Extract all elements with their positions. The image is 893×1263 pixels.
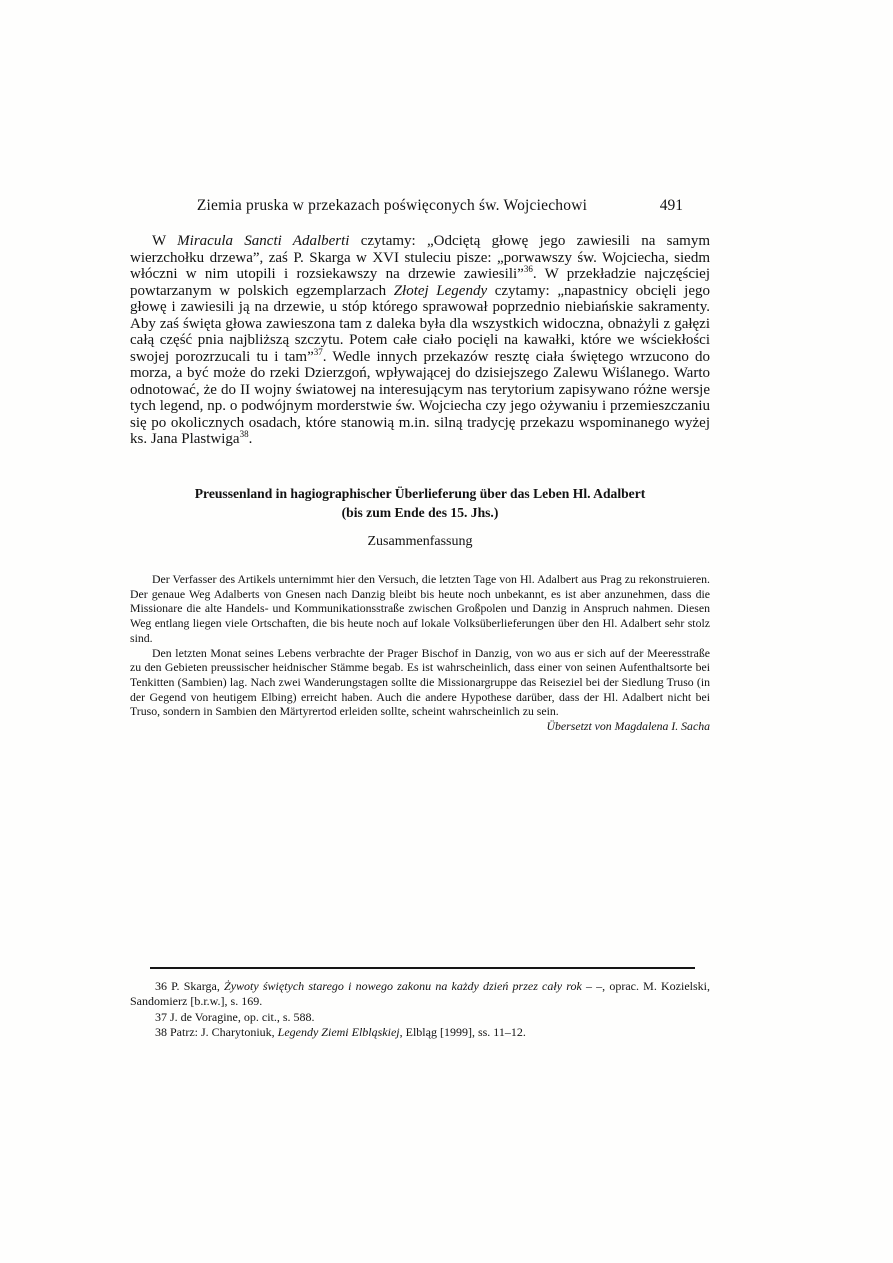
summary-body — [130, 572, 710, 734]
page-number: 491 — [659, 197, 683, 214]
footnote-37: 37 J. de Voragine, op. cit., s. 588. — [155, 1009, 315, 1024]
summary-heading — [130, 485, 710, 522]
translator-credit: Übersetzt von Magdalena I. Sacha — [546, 719, 710, 734]
summary-subheading: Zusammenfassung — [367, 534, 473, 549]
main-text-paragraph: W Miracula Sancti Adalberti czytamy: „Odciętą głowę jego zawiesili na samym wierzchołku drzewa”, zaś P. Skarga w XVI stuleciu pisze: „porwawszy św. Wojciecha, siedm włóczni w nim utopili i rozsiekawszy na drzewie zawiesili”$^{36}$. W przekładzie najczęściej powtarzanym w polskich egzemplarzach Złotej Legendy czytamy: „napastnicy obcięli jego głowę i zawiesili ją na drzewie, u stóp którego sprawował poprzednio niebiańskie sakramenty. Aby zaś święta głowa zawieszona tam z daleka była dla wszystkich widoczna, obnażyli z gałęzi całą część pnia najbliższą szczytu. Potem całe ciało pocięli na kawałki, które we wściekłości swojej porozrzucali tu i tam”$^{37}$. Wedle innych przekazów resztę ciała świętego wrzucono do morza, a być może do rzeki Dzierzgoń, wpływającej do dzisiejszego Zalewu Wiślanego. Warto odnotować, że do II wojny światowej na interesującym nas terytorium zapisywano różne wersje tych legend, np. o podwójnym morderstwie św. Wojciecha czy jego ożywaniu i przemieszczaniu się po okolicznych osadach, które stanowią m.in. silną tradycję przekazu wspominanego wyżej ks. Jana Plastwiga$^{38}$. — [130, 233, 710, 447]
summary-heading-line2: (bis zum Ende des 15. Jhs.) — [341, 504, 499, 520]
running-title: Ziemia pruska w przekazach poświęconych św. Wojciechowi — [196, 197, 588, 214]
summary-paragraph-1: Der Verfasser des Artikels unternimmt hier den Versuch, die letzten Tage von Hl. Adalbert aus Prag zu rekonstruieren. Der genaue Weg Adalberts von Gnesen nach Danzig bleibt bis heute noch unbekannt, es ist aber anzunehmen, dass die Missionare die alte Handels- und Kommunikationsstraße zwischen Großpolen und Danzig in Anspruch nahmen. Diesen Weg entlang liegen viele Ortschaften, die bis heute noch auf lokale Volksüberlieferungen über den Hl. Adalbert sehr stolz sind. — [130, 572, 710, 645]
footnote-separator-rule — [150, 967, 695, 969]
running-header — [130, 197, 710, 215]
summary-paragraph-2: Den letzten Monat seines Lebens verbrachte der Prager Bischof in Danzig, von wo aus er sich auf der Meeresstraße zu den Gebieten preussischer heidnischer Stämme begab. Es ist wahrscheinlich, dass einer von seinen Aufenthaltsorte bei Tenkitten (Sambien) lag. Nach zwei Wanderungstagen sollte die Missionargruppe das Reiseziel bei der Siedlung Truso (in der Gegend von heutigem Elbing) erreicht haben. Auch die andere Hypothese darüber, dass der Hl. Adalbert nicht bei Truso, sondern in Sambien den Märtyrertod erleiden sollte, scheint wahrscheinlich zu sein. — [130, 645, 710, 719]
footnote-38: 38 Patrz: J. Charytoniuk, Legendy Ziemi Elbląskiej, Elbląg [1999], ss. 11–12. — [155, 1025, 526, 1040]
summary-heading-line1: Preussenland in hagiographischer Überlieferung über das Leben Hl. Adalbert — [194, 486, 646, 501]
footnotes-block — [130, 979, 710, 1041]
footnote-36: 36 P. Skarga, Żywoty świętych starego i nowego zakonu na każdy dzień przez cały rok – –, oprac. M. Kozielski, Sandomierz [b.r.w.], s. 169. — [130, 979, 711, 1009]
